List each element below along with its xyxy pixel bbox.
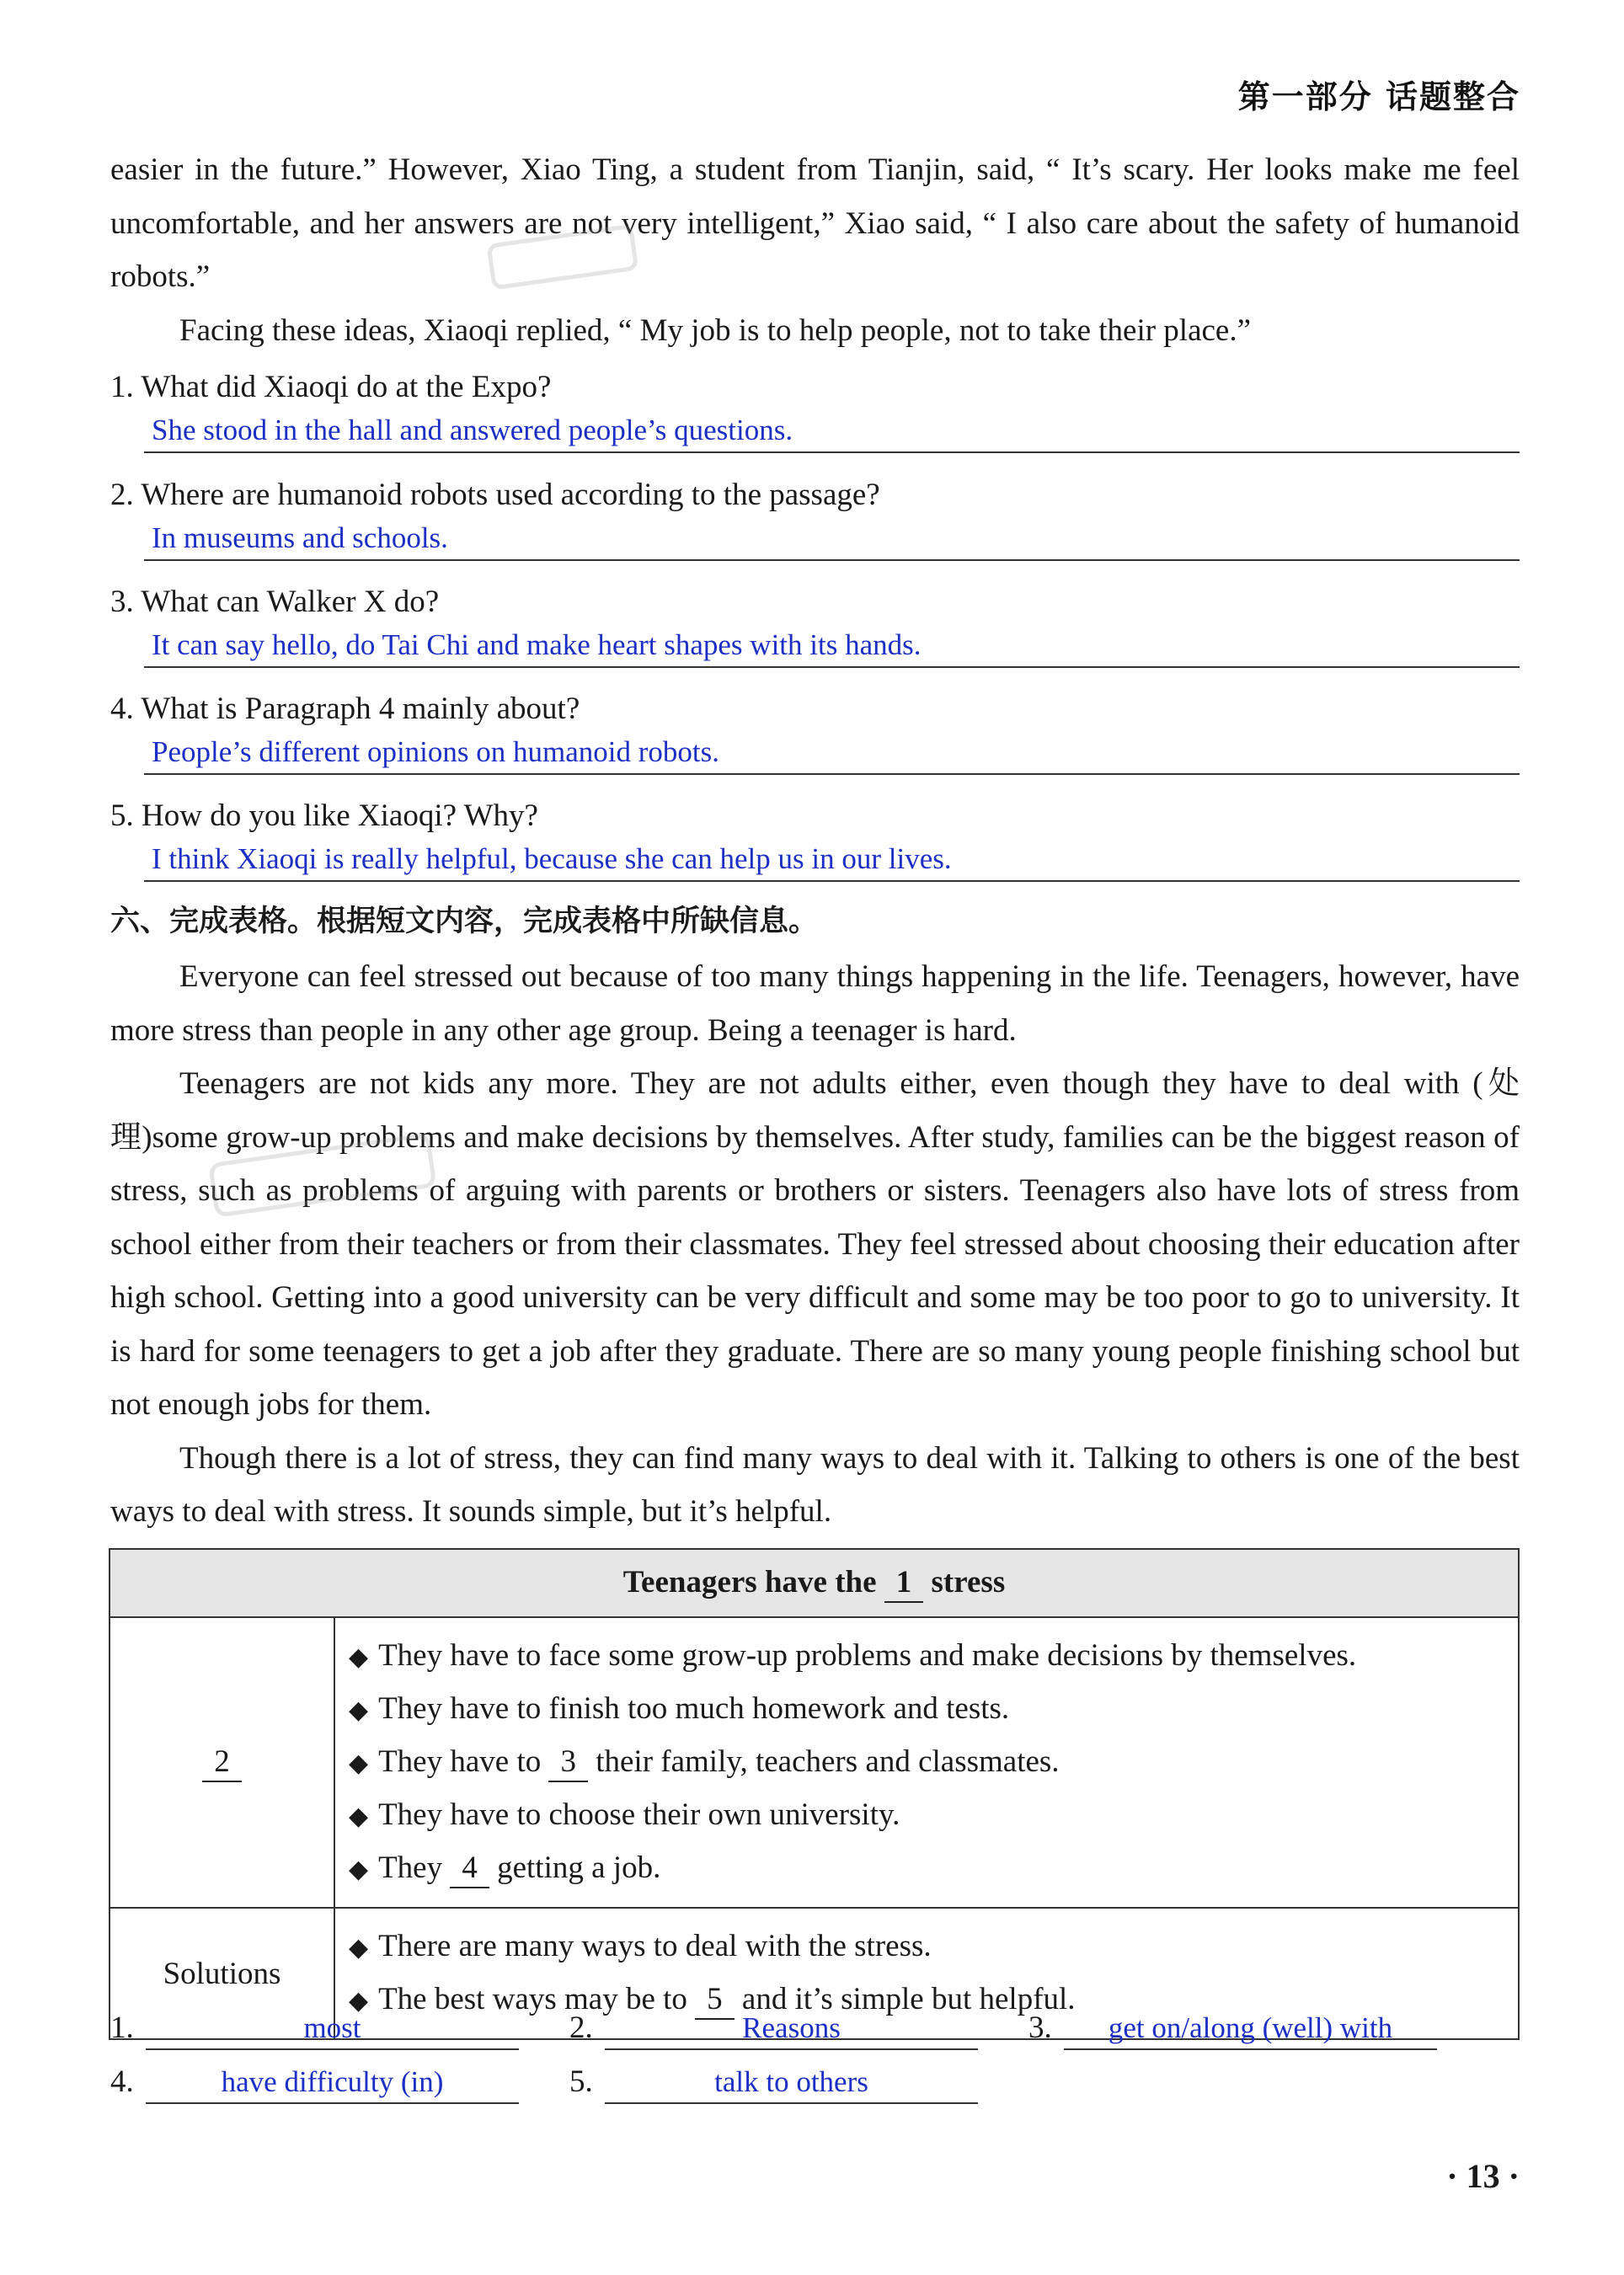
passage-paragraph: Teenagers are not kids any more. They are not adults either, even though they have to deal with (处理)some grow-up problems and make decisions by themselves. After study, families can be the biggest reason of stress, such as problems of arguing with parents or brothers or sisters. Teenagers also have lots of stress from school either from their teachers or from their classmates. They feel stressed about choosing their education after high school. Getting into a good university can be very difficult and some may be too poor to go to university. It is hard for some teenagers to get a job after they graduate. There are so many young people finishing school but not enough jobs for them. [110, 1066, 1520, 1422]
question-text: 5. How do you like Xiaoqi? Why? [110, 798, 538, 833]
diamond-bullet-icon: ◆ [349, 1855, 369, 1884]
question-5 [110, 794, 1520, 882]
row-label-cell: Solutions [110, 1908, 334, 2039]
question-2 [110, 473, 1520, 561]
question-1 [110, 366, 1520, 453]
bullet-line: ◆ They have to finish too much homework and tests. [349, 1691, 1010, 1726]
answer-item: 2. Reasons [569, 2008, 978, 2050]
diamond-bullet-icon: ◆ [349, 1802, 369, 1831]
answer-item: 5. talk to others [569, 2062, 978, 2104]
answer-text: In museums and schools. [144, 517, 1520, 561]
passage-paragraph: Facing these ideas, Xiaoqi replied, “ My job is to help people, not to take their place.” [179, 312, 1252, 348]
question-3 [110, 580, 1520, 668]
diamond-bullet-icon: ◆ [349, 1696, 369, 1725]
answer-value: Reasons [605, 2008, 978, 2050]
answer-item: 4. have difficulty (in) [110, 2062, 519, 2104]
question-text: 2. Where are humanoid robots used according to the passage? [110, 478, 880, 512]
passage-paragraph: Though there is a lot of stress, they can find many ways to deal with it. Talking to others is one of the best ways to deal with stress. It sounds simple, but it’s helpful. [110, 1440, 1520, 1529]
bullet-line: ◆ They have to choose their own university. [349, 1797, 900, 1832]
blank-4: 4 [450, 1850, 489, 1888]
bullet-line: ◆ The best ways may be to 5 and it’s simple but helpful. [349, 1973, 1518, 2027]
answer-text: She stood in the hall and answered people’s questions. [144, 409, 1520, 453]
diamond-bullet-icon: ◆ [349, 1933, 369, 1963]
table-header: Teenagers have the 1 stress [110, 1549, 1519, 1617]
answer-value: talk to others [605, 2062, 978, 2104]
bullet-line: ◆ There are many ways to deal with the stress. [349, 1929, 932, 1963]
answer-text: I think Xiaoqi is really helpful, because she can help us in our lives. [144, 838, 1520, 882]
blank-5: 5 [695, 1981, 735, 2020]
row-label-cell [110, 1617, 334, 1908]
bullet-line: ◆ They 4 getting a job. [349, 1842, 1518, 1895]
answer-value: get on/along (well) with [1064, 2008, 1437, 2050]
passage-continuation [110, 143, 1520, 357]
question-text: 1. What did Xiaoqi do at the Expo? [110, 370, 552, 404]
blank-3: 3 [548, 1744, 588, 1782]
passage-paragraph: Everyone can feel stressed out because of too many things happening in the life. Teenagers, however, have more stress than people in any other age group. Being a teenager is hard. [110, 959, 1520, 1048]
section-title: 六、完成表格。根据短文内容，完成表格中所缺信息。 [110, 905, 819, 938]
problems-cell [334, 1617, 1519, 1908]
question-4 [110, 687, 1520, 775]
bullet-line: ◆ They have to 3 their family, teachers and classmates. [349, 1736, 1518, 1789]
question-text: 3. What can Walker X do? [110, 585, 440, 619]
diamond-bullet-icon: ◆ [349, 1749, 369, 1778]
section-header: 第一部分 话题整合 [1237, 78, 1520, 115]
answer-text: It can say hello, do Tai Chi and make heart shapes with its hands. [144, 624, 1520, 668]
blank-2: 2 [202, 1744, 242, 1782]
stress-table [109, 1548, 1520, 2040]
answer-item: 1. most [110, 2008, 519, 2050]
passage-paragraph: easier in the future.” However, Xiao Ting, a student from Tianjin, said, “ It’s scary. Her looks make me feel uncomfortable, and her answers are not very intelligent,” Xiao said, “ I also care about the safety of humanoid robots.” [110, 152, 1520, 294]
diamond-bullet-icon: ◆ [349, 1986, 369, 2016]
answer-item: 3. get on/along (well) with [1028, 2008, 1437, 2050]
page-number: · 13 · [1446, 2157, 1520, 2195]
answer-value: have difficulty (in) [146, 2062, 519, 2104]
diamond-bullet-icon: ◆ [349, 1642, 369, 1672]
bullet-line: ◆ They have to face some grow-up problems and make decisions by themselves. [349, 1638, 1357, 1673]
section6-passage [110, 950, 1520, 1539]
blank-1: 1 [884, 1564, 924, 1603]
question-text: 4. What is Paragraph 4 mainly about? [110, 692, 580, 726]
answer-value: most [146, 2008, 519, 2050]
answer-text: People’s different opinions on humanoid robots. [144, 731, 1520, 775]
